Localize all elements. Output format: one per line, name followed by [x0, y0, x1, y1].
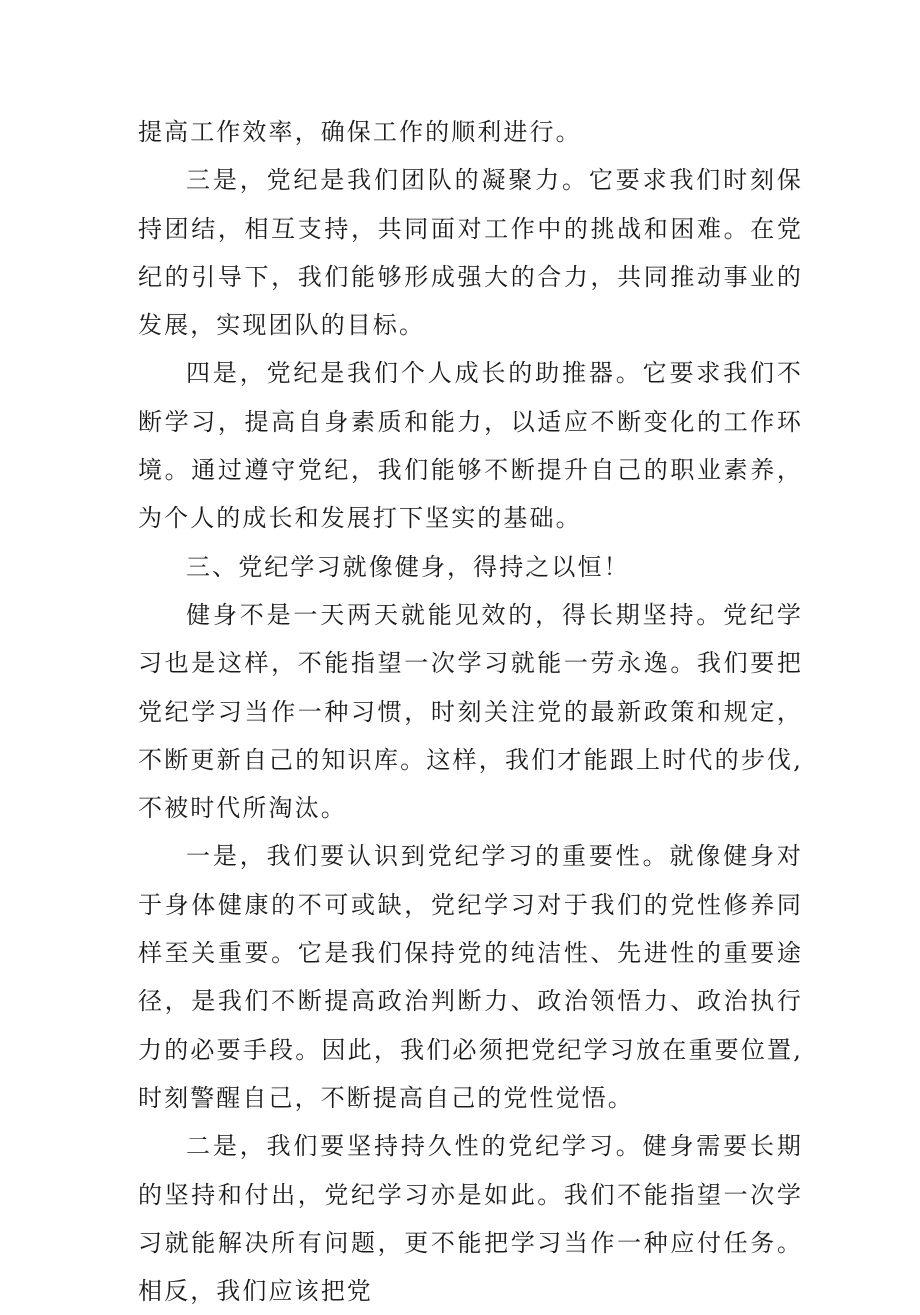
document-page — [138, 108, 803, 1315]
section-heading: 三、党纪学习就像健身，得持之以恒！ — [186, 552, 630, 581]
paragraph-continuation: 提高工作效率，确保工作的顺利进行。 — [138, 118, 582, 146]
paragraph-first-point: 一是，我们要认识到党纪学习的重要性。就像健身对于身体健康的不可或缺，党纪学习对于我们的党性修养同样至关重要。它是我们保持党的纯洁性、先进性的重要途径，是我们不断提高政治判断力、政治领悟力、政治执行力的必要手段。因此，我们必须把党纪学习放在重要位置,时刻警醒自己，不断提高自己的党性觉悟。 — [138, 842, 803, 1112]
paragraph-second-point: 二是，我们要坚持持久性的党纪学习。健身需要长期的坚持和付出，党纪学习亦是如此。我们不能指望一次学习就能解决所有问题，更不能把学习当作一种应付任务。相反，我们应该把党 — [138, 1132, 803, 1306]
paragraph-third-point: 三是，党纪是我们团队的凝聚力。它要求我们时刻保持团结，相互支持，共同面对工作中的挑战和困难。在党纪的引导下，我们能够形成强大的合力，共同推动事业的发展，实现团队的目标。 — [138, 166, 803, 340]
paragraph-fourth-point: 四是，党纪是我们个人成长的助推器。它要求我们不断学习，提高自身素质和能力，以适应不断变化的工作环境。通过遵守党纪，我们能够不断提升自己的职业素养，为个人的成长和发展打下坚实的基础。 — [138, 359, 803, 533]
paragraph-section-intro: 健身不是一天两天就能见效的，得长期坚持。党纪学习也是这样，不能指望一次学习就能一劳永逸。我们要把党纪学习当作一种习惯，时刻关注党的最新政策和规定，不断更新自己的知识库。这样，我们才能跟上时代的步伐,不被时代所淘汰。 — [138, 600, 803, 823]
